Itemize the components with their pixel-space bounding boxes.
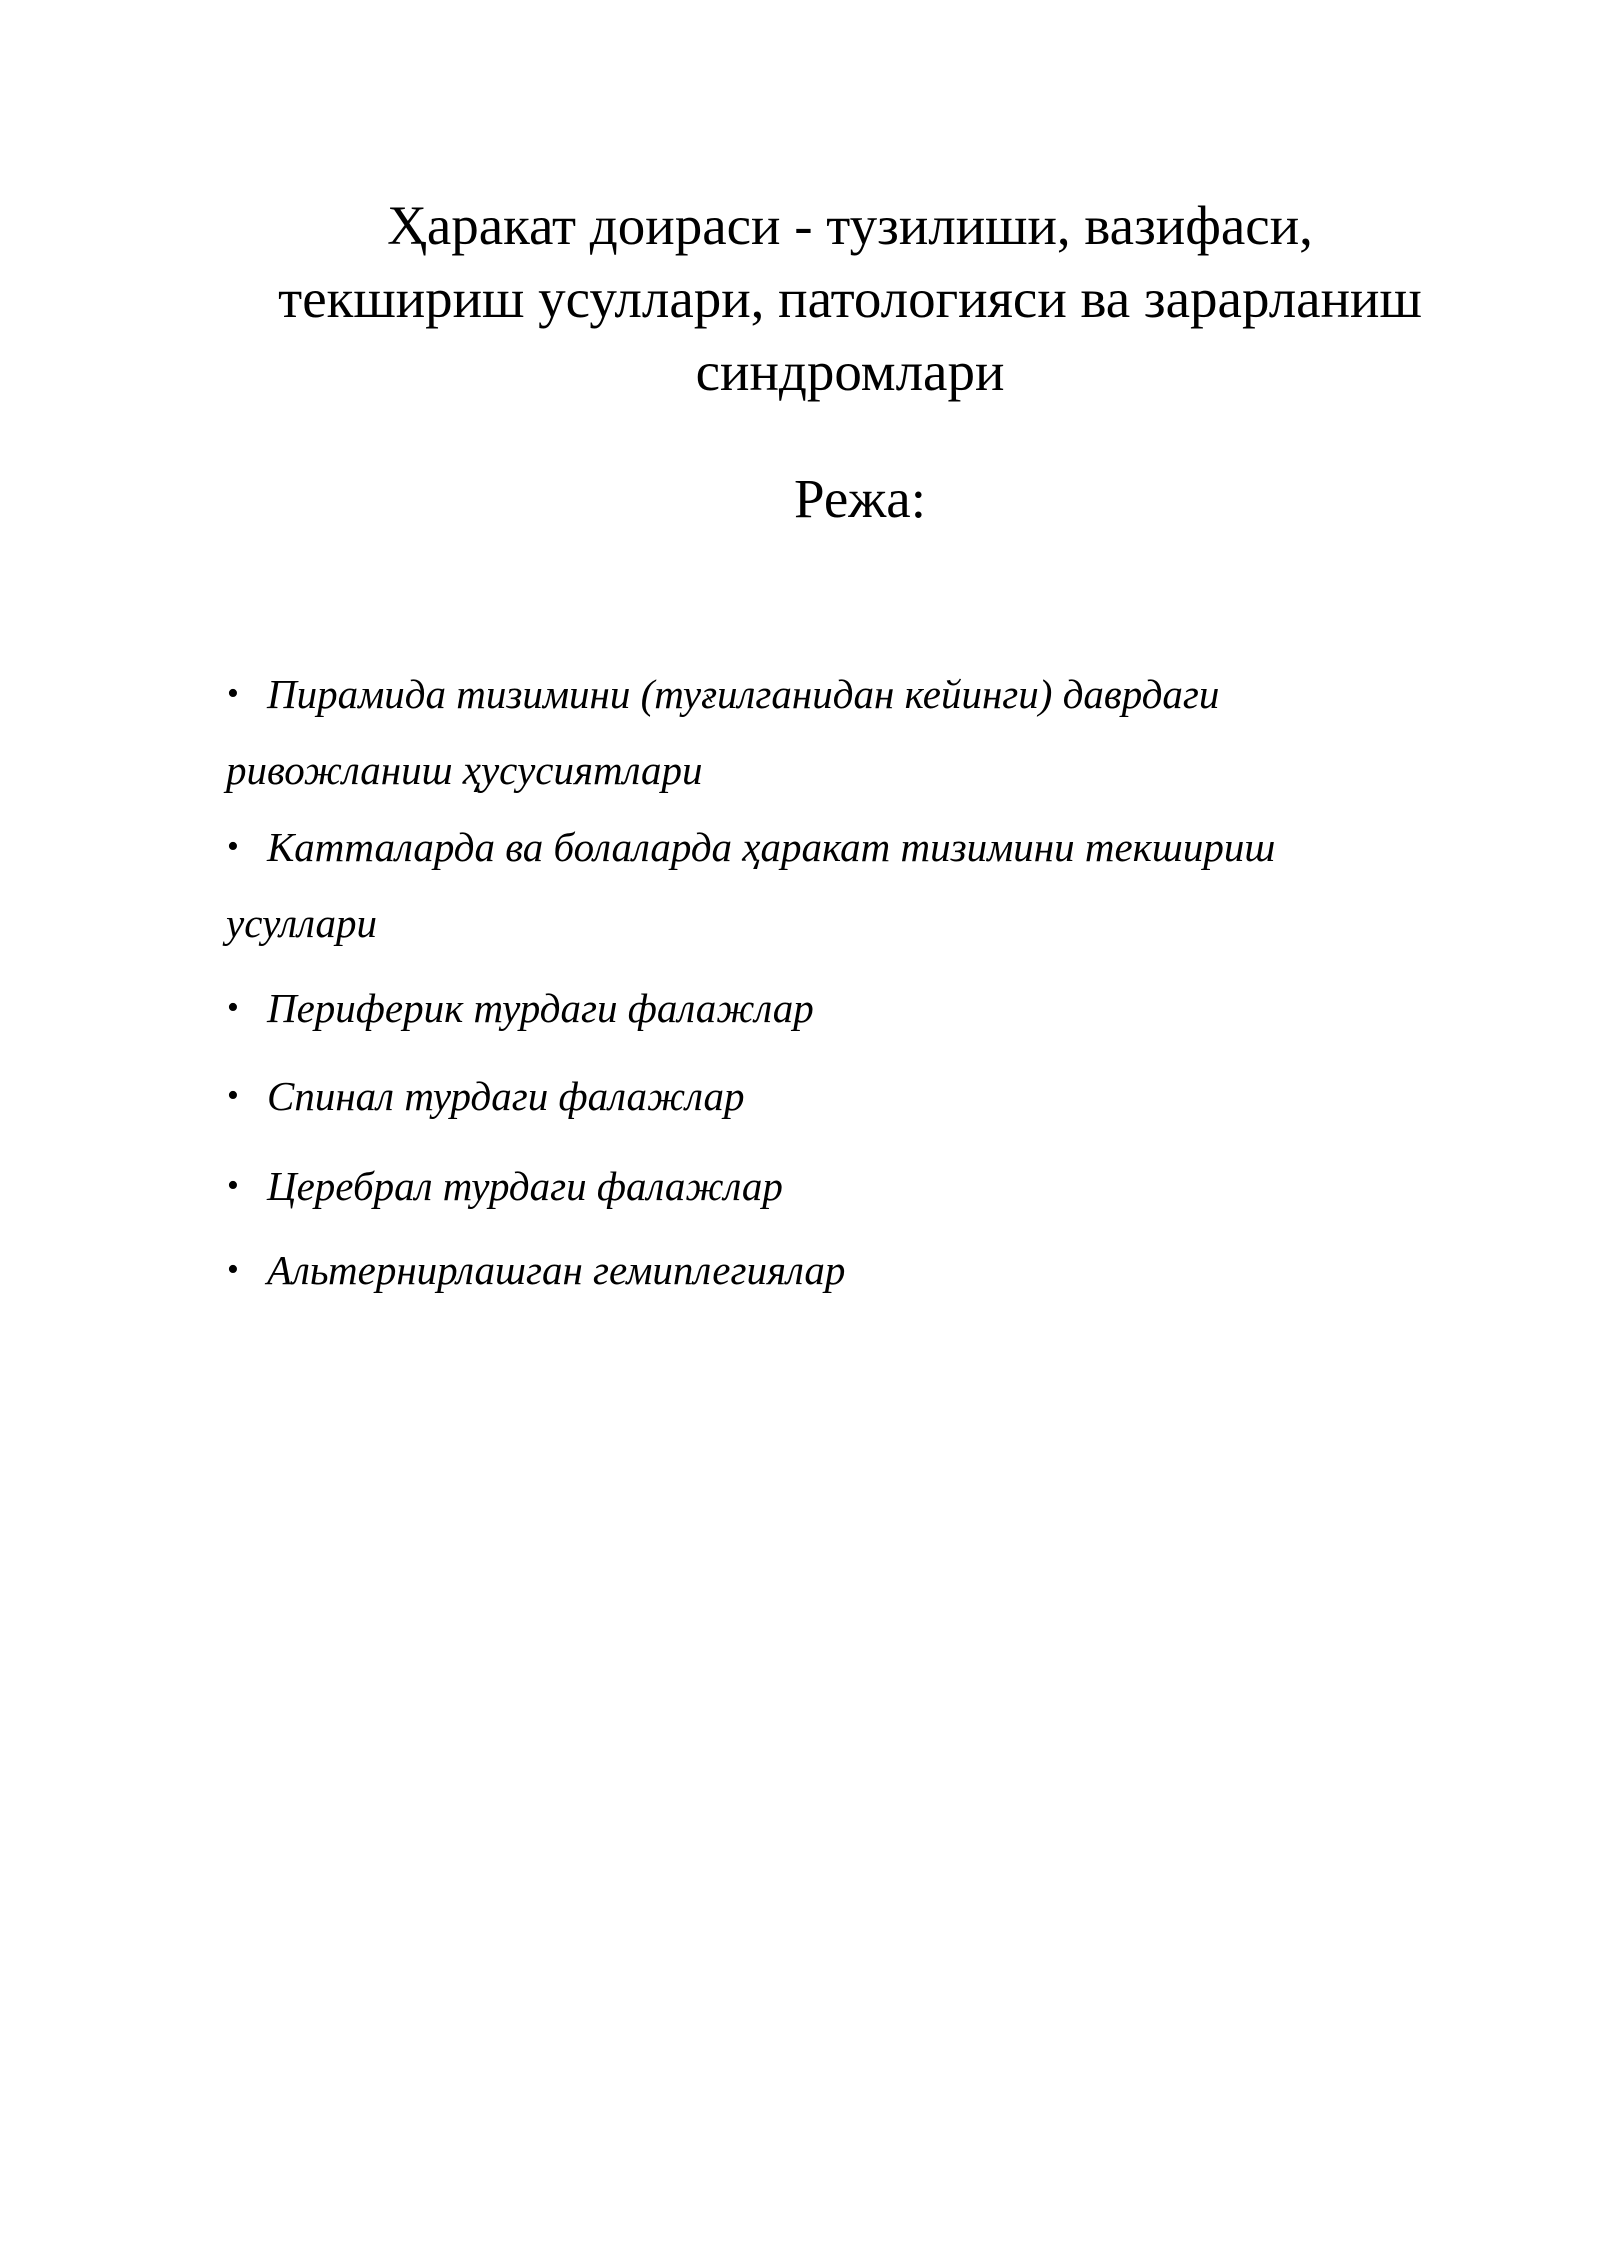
bullet-icon: •	[227, 1251, 239, 1288]
plan-item	[227, 1232, 1467, 1308]
bullet-icon: •	[227, 828, 239, 865]
bullet-icon: •	[227, 675, 239, 712]
title-line: синдромлари	[695, 340, 1005, 402]
plan-item	[227, 656, 1467, 808]
plan-item	[227, 1148, 1467, 1224]
plan-item-text: Пирамида тизимини (туғилганидан кейинги) даврдаги	[267, 671, 1220, 717]
bullet-icon: •	[227, 1167, 239, 1204]
plan-item-continuation: усуллари	[226, 900, 377, 946]
title-line: Ҳаракат доираси - тузилиши, вазифаси,	[387, 194, 1313, 256]
plan-heading: Режа:	[794, 468, 926, 529]
plan-item-text: Церебрал турдаги фалажлар	[267, 1163, 783, 1209]
plan-item-text: Альтернирлашган гемиплегиялар	[267, 1247, 846, 1293]
plan-item	[227, 809, 1467, 961]
plan-item-text: Спинал турдаги фалажлар	[267, 1073, 745, 1119]
bullet-icon: •	[227, 989, 239, 1026]
title-line: текшириш усуллари, патологияси ва зарарланиш	[278, 267, 1422, 329]
plan-item	[227, 970, 1467, 1046]
plan-item-text: Периферик турдаги фалажлар	[267, 985, 814, 1031]
plan-item	[227, 1058, 1467, 1134]
document-title	[200, 189, 1500, 408]
plan-item-text: Катталарда ва болаларда ҳаракат тизимини текшириш	[267, 824, 1276, 870]
plan-item-continuation: ривожланиш ҳусусиятлари	[226, 747, 703, 793]
bullet-icon: •	[227, 1077, 239, 1114]
